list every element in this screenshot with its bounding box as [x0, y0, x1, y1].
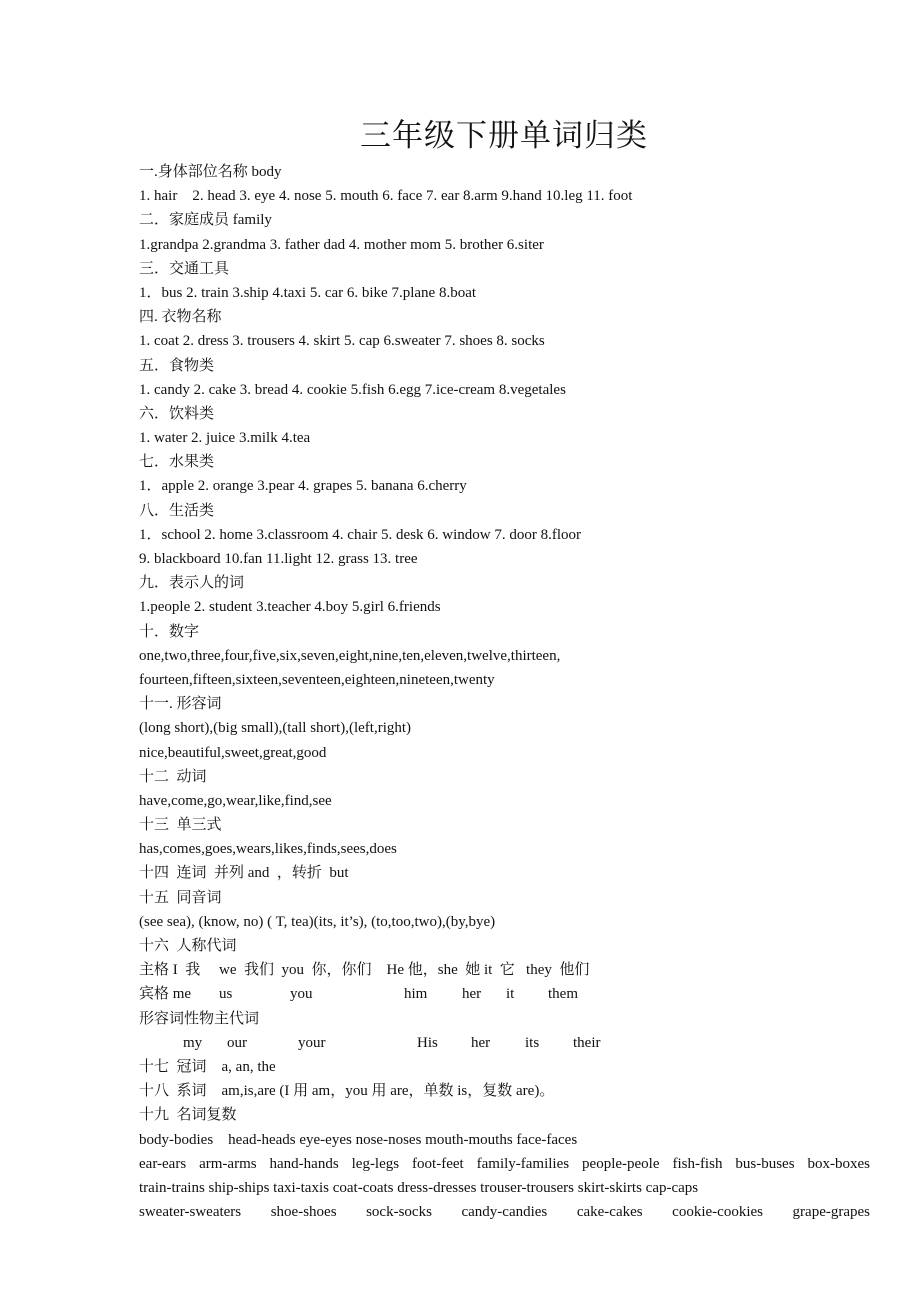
section-heading-adjectives: 十一. 形容词 — [139, 696, 222, 713]
section-heading-body: 一.身体部位名称 body — [139, 164, 282, 180]
section-heading-drinks: 六．饮料类 — [139, 405, 215, 422]
pronoun-possessive-cell: their — [573, 1034, 601, 1051]
word-line-life-2: 9. blackboard 10.fan 11.light 12. grass 13. tree — [139, 551, 418, 567]
section-heading-life: 八．生活类 — [139, 502, 215, 519]
word-line-life-1: 1．school 2. home 3.classroom 4. chair 5. desk 6. window 7. door 8.floor — [139, 526, 582, 543]
section-heading-family: 二．家庭成员 family — [139, 212, 272, 229]
word-list — [139, 160, 870, 1224]
pronoun-possessive-cell: my — [183, 1034, 203, 1051]
pronoun-object-cell: you — [290, 986, 313, 1003]
word-line-clothes: 1. coat 2. dress 3. trousers 4. skirt 5. cap 6.sweater 7. shoes 8. socks — [139, 333, 545, 350]
word-line-plurals-4: sweater-sweaters shoe-shoes sock-socks candy-candies cake-cakes cookie-cookies grape-grapes — [139, 1204, 870, 1221]
word-line-adjectives-1: (long short),(big small),(tall short),(left,right) — [139, 720, 412, 737]
pronoun-object-cell: it — [506, 986, 515, 1003]
pronoun-subject-row: 主格 I 我 we 我们 you 你，你们 He 他，she 她 it 它 they 他们 — [139, 962, 590, 979]
section-heading-possessive: 形容词性物主代词 — [139, 1010, 260, 1027]
page-title: 三年级下册单词归类 — [360, 118, 648, 153]
word-line-verbs: have,come,go,wear,like,find,see — [139, 792, 332, 809]
pronoun-object-cell: him — [404, 986, 428, 1003]
section-heading-third-person: 十三 单三式 — [139, 817, 222, 834]
pronoun-object-cell: us — [219, 986, 233, 1003]
pronoun-possessive-cell: your — [298, 1034, 326, 1051]
section-heading-pronouns: 十六 人称代词 — [139, 938, 237, 954]
word-line-transport: 1．bus 2. train 3.ship 4.taxi 5. car 6. bike 7.plane 8.boat — [139, 284, 477, 301]
pronoun-object-cell: them — [548, 986, 578, 1003]
pronoun-possessive-cell: our — [227, 1034, 247, 1051]
section-heading-food: 五．食物类 — [139, 357, 215, 374]
word-line-drinks: 1. water 2. juice 3.milk 4.tea — [139, 430, 311, 447]
word-line-fruit: 1．apple 2. orange 3.pear 4. grapes 5. banana 6.cherry — [139, 478, 467, 495]
section-heading-fruit: 七．水果类 — [139, 454, 215, 471]
word-line-homophones: (see sea), (know, no) ( T, tea)(its, it’s), (to,too,two),(by,bye) — [139, 913, 496, 930]
word-line-numbers-2: fourteen,fifteen,sixteen,seventeen,eighteen,nineteen,twenty — [139, 671, 495, 688]
word-line-body: 1. hair 2. head 3. eye 4. nose 5. mouth 6. face 7. ear 8.arm 9.hand 10.leg 11. foot — [139, 188, 633, 205]
pronoun-object-label: 宾格 me — [139, 986, 192, 1003]
section-heading-conjunctions: 十四 连词 并列 and ，转折 but — [139, 865, 349, 882]
section-heading-verbs: 十二 动词 — [139, 768, 207, 785]
pronoun-possessive-cell: His — [417, 1034, 438, 1051]
section-heading-plurals: 十九 名词复数 — [139, 1107, 237, 1124]
word-line-food: 1. candy 2. cake 3. bread 4. cookie 5.fish 6.egg 7.ice-cream 8.vegetales — [139, 381, 566, 398]
word-line-plurals-1: body-bodies head-heads eye-eyes nose-noses mouth-mouths face-faces — [139, 1131, 578, 1148]
pronoun-possessive-cell: her — [471, 1034, 491, 1051]
section-heading-people: 九．表示人的词 — [139, 575, 245, 592]
word-line-plurals-2: ear-ears arm-arms hand-hands leg-legs foot-feet family-families people-peole fish-fish bus-buses box-boxes — [139, 1155, 870, 1172]
word-line-people: 1.people 2. student 3.teacher 4.boy 5.girl 6.friends — [139, 599, 441, 616]
section-heading-numbers: 十．数字 — [139, 623, 200, 640]
word-line-family: 1.grandpa 2.grandma 3. father dad 4. mother mom 5. brother 6.siter — [139, 236, 544, 253]
section-heading-be-verbs: 十八 系词 am,is,are (I 用 am，you 用 are，单数 is，复数 are)。 — [139, 1083, 555, 1100]
section-heading-homophones: 十五 同音词 — [139, 889, 222, 906]
word-line-plurals-3: train-trains ship-ships taxi-taxis coat-coats dress-dresses trouser-trousers skirt-skirts cap-caps — [139, 1179, 699, 1196]
pronoun-object-row — [139, 982, 870, 1006]
section-heading-clothes: 四. 衣物名称 — [139, 309, 222, 326]
section-heading-articles: 十七 冠词 a, an, the — [139, 1058, 276, 1075]
word-line-numbers-1: one,two,three,four,five,six,seven,eight,nine,ten,eleven,twelve,thirteen, — [139, 647, 561, 664]
pronoun-object-cell: her — [462, 986, 482, 1003]
pronoun-possessive-row — [139, 1031, 870, 1055]
word-line-third-person: has,comes,goes,wears,likes,finds,sees,does — [139, 841, 397, 858]
pronoun-possessive-cell: its — [525, 1034, 540, 1051]
section-heading-transport: 三．交通工具 — [139, 260, 230, 277]
word-line-adjectives-2: nice,beautiful,sweet,great,good — [139, 744, 327, 761]
